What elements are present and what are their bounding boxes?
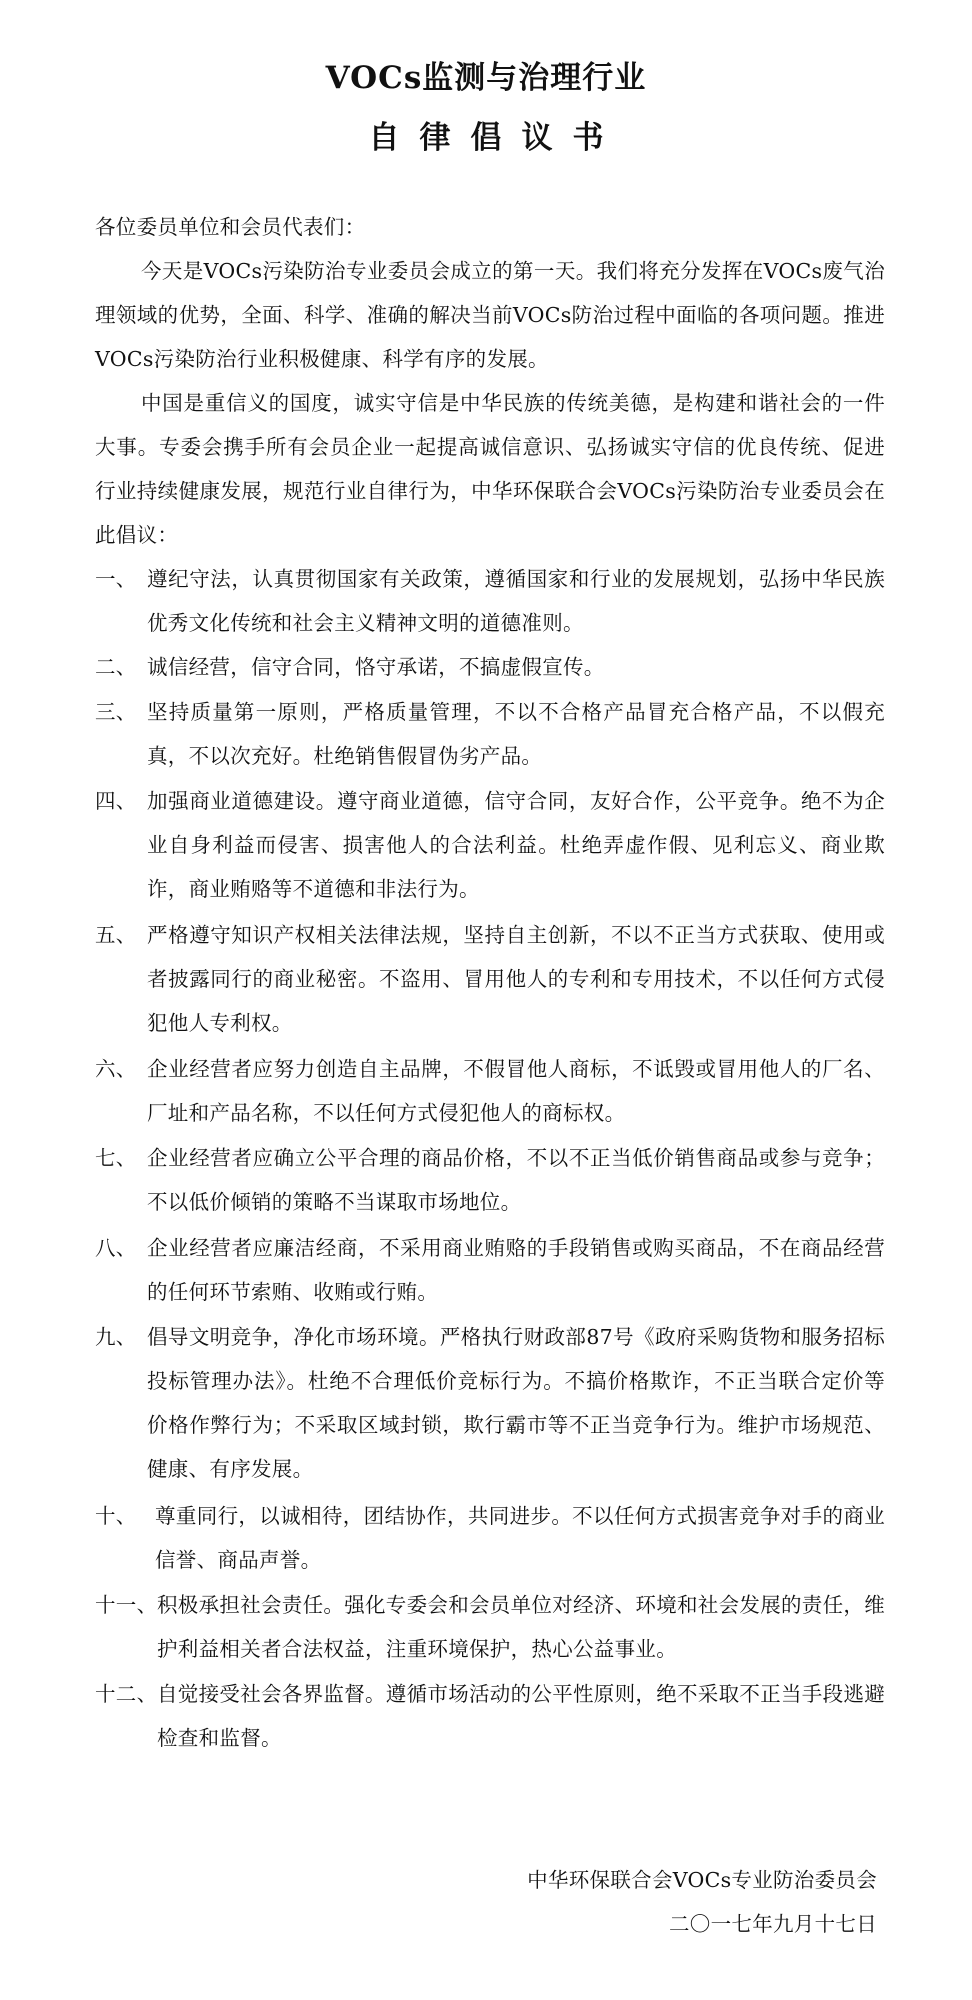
item-number: 四、 bbox=[95, 789, 137, 813]
item-number: 一、 bbox=[95, 567, 137, 591]
list-item bbox=[95, 1315, 885, 1491]
item-number: 十一、 bbox=[95, 1593, 158, 1617]
salutation: 各位委员单位和会员代表们： bbox=[95, 215, 366, 239]
list-item bbox=[95, 1583, 885, 1671]
list-item bbox=[95, 690, 885, 778]
list-item bbox=[95, 1672, 885, 1760]
item-text: 自觉接受社会各界监督。遵循市场活动的公平性原则，绝不采取不正当手段逃避检查和监督。 bbox=[157, 1682, 885, 1750]
item-number: 十二、 bbox=[95, 1682, 158, 1706]
item-number: 五、 bbox=[95, 923, 137, 947]
list-item bbox=[95, 1136, 885, 1224]
list-item bbox=[95, 913, 885, 1045]
signature-organization: 中华环保联合会VOCs专业防治委员会 bbox=[527, 1868, 877, 1892]
item-number: 十、 bbox=[95, 1504, 137, 1528]
item-number: 九、 bbox=[95, 1325, 137, 1349]
item-text: 企业经营者应廉洁经商，不采用商业贿赂的手段销售或购买商品，不在商品经营的任何环节索贿、收贿或行贿。 bbox=[147, 1236, 885, 1304]
list-item bbox=[95, 645, 885, 689]
item-number: 七、 bbox=[95, 1146, 137, 1170]
item-number: 六、 bbox=[95, 1057, 137, 1081]
item-number: 二、 bbox=[95, 655, 137, 679]
list-item bbox=[95, 1494, 885, 1582]
item-text: 积极承担社会责任。强化专委会和会员单位对经济、环境和社会发展的责任，维护利益相关者合法权益，注重环境保护，热心公益事业。 bbox=[157, 1593, 885, 1661]
list-item bbox=[95, 557, 885, 645]
item-number: 八、 bbox=[95, 1236, 137, 1260]
document-title: VOCs监测与治理行业 bbox=[325, 60, 647, 96]
item-text: 诚信经营，信守合同，恪守承诺，不搞虚假宣传。 bbox=[147, 655, 605, 679]
list-item bbox=[95, 1226, 885, 1314]
intro-paragraph: 今天是VOCs污染防治专业委员会成立的第一天。我们将充分发挥在VOCs废气治理领域的优势，全面、科学、准确的解决当前VOCs防治过程中面临的各项问题。推进VOCs污染防治行业积极健康、科学有序的发展。 bbox=[95, 259, 885, 371]
document-subtitle: 自律倡议书 bbox=[368, 120, 624, 156]
item-text: 尊重同行，以诚相待，团结协作，共同进步。不以任何方式损害竞争对手的商业信誉、商品声誉。 bbox=[155, 1504, 885, 1572]
list-item bbox=[95, 779, 885, 911]
item-text: 加强商业道德建设。遵守商业道德，信守合同，友好合作，公平竞争。绝不为企业自身利益而侵害、损害他人的合法利益。杜绝弄虚作假、见利忘义、商业欺诈，商业贿赂等不道德和非法行为。 bbox=[147, 789, 885, 901]
item-text: 坚持质量第一原则，严格质量管理，不以不合格产品冒充合格产品，不以假充真，不以次充好。杜绝销售假冒伪劣产品。 bbox=[147, 700, 885, 768]
item-text: 企业经营者应努力创造自主品牌，不假冒他人商标，不诋毁或冒用他人的厂名、厂址和产品名称，不以任何方式侵犯他人的商标权。 bbox=[147, 1057, 885, 1125]
list-item bbox=[95, 1047, 885, 1135]
item-text: 企业经营者应确立公平合理的商品价格，不以不正当低价销售商品或参与竞争；不以低价倾销的策略不当谋取市场地位。 bbox=[147, 1146, 885, 1214]
context-paragraph: 中国是重信义的国度，诚实守信是中华民族的传统美德，是构建和谐社会的一件大事。专委会携手所有会员企业一起提高诚信意识、弘扬诚实守信的优良传统、促进行业持续健康发展，规范行业自律行为，中华环保联合会VOCs污染防治专业委员会在此倡议： bbox=[95, 391, 885, 547]
item-text: 严格遵守知识产权相关法律法规，坚持自主创新，不以不正当方式获取、使用或者披露同行的商业秘密。不盗用、冒用他人的专利和专用技术，不以任何方式侵犯他人专利权。 bbox=[147, 923, 885, 1035]
item-text: 遵纪守法，认真贯彻国家有关政策，遵循国家和行业的发展规划，弘扬中华民族优秀文化传统和社会主义精神文明的道德准则。 bbox=[147, 567, 885, 635]
item-text: 倡导文明竞争，净化市场环境。严格执行财政部87号《政府采购货物和服务招标投标管理办法》。杜绝不合理低价竞标行为。不搞价格欺诈，不正当联合定价等价格作弊行为；不采取区域封锁，欺行霸市等不正当竞争行为。维护市场规范、健康、有序发展。 bbox=[147, 1325, 885, 1481]
signature-date: 二〇一七年九月十七日 bbox=[669, 1912, 877, 1936]
item-number: 三、 bbox=[95, 700, 137, 724]
